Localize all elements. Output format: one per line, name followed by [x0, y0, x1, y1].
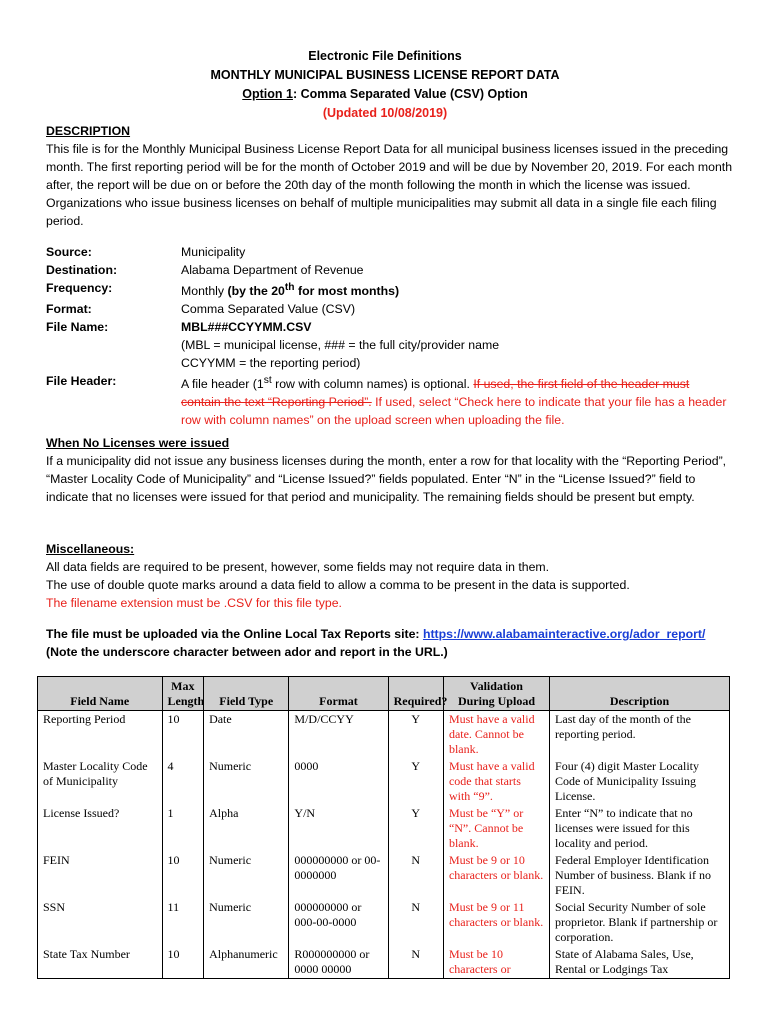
cell-field-name: Reporting Period: [38, 711, 163, 759]
table-row: [38, 758, 730, 805]
cell-required: N: [388, 946, 443, 979]
table-row: [38, 852, 730, 899]
ador-report-link[interactable]: https://www.alabamainteractive.org/ador_report/: [422, 627, 706, 641]
table-row: [38, 946, 730, 979]
fileheader-value: [181, 372, 731, 429]
cell-description: Four (4) digit Master Locality Code of Municipality Issuing License.: [550, 758, 730, 805]
header-validation-a: Validation: [470, 679, 523, 693]
cell-field-name: FEIN: [38, 852, 163, 899]
cell-field-name: License Issued?: [38, 805, 163, 852]
table-row: [38, 711, 730, 759]
cell-required: Y: [388, 711, 443, 759]
frequency-note: [227, 284, 399, 298]
cell-description: Enter “N” to indicate that no licenses were issued for this locality and period.: [550, 805, 730, 852]
description-heading: DESCRIPTION: [46, 124, 131, 138]
cell-field-type: Date: [204, 711, 289, 759]
cell-validation: Must have a valid code that starts with “9”.: [443, 758, 549, 805]
destination-label: Destination:: [46, 263, 118, 277]
upload-line: [46, 625, 736, 643]
header-max-length: [162, 677, 204, 711]
cell-max-length: 10: [162, 711, 204, 759]
no-licenses-heading: When No Licenses were issued: [46, 436, 230, 450]
header-validation: [443, 677, 549, 711]
field-definitions-table: [37, 676, 730, 979]
upload-section: [46, 625, 736, 661]
table-header-row: [38, 677, 730, 711]
cell-field-type: Numeric: [204, 899, 289, 946]
doc-title-line1: Electronic File Definitions: [308, 49, 462, 63]
option-rest: : Comma Separated Value (CSV) Option: [292, 87, 528, 101]
meta-source: [46, 243, 736, 261]
cell-validation: Must be 10 characters or: [443, 946, 549, 979]
cell-field-name: SSN: [38, 899, 163, 946]
cell-format: 000000000 or 00-0000000: [289, 852, 388, 899]
cell-required: Y: [388, 805, 443, 852]
cell-required: Y: [388, 758, 443, 805]
doc-title-line2: MONTHLY MUNICIPAL BUSINESS LICENSE REPORT DATA: [210, 68, 560, 82]
file-meta: [46, 243, 736, 429]
misc-line3: The filename extension must be .CSV for this file type.: [46, 596, 342, 610]
fileheader-struck-text: If used, the first field of the header must contain the text “Reporting Period”.: [181, 377, 690, 410]
title-block: [40, 47, 730, 123]
fileheader-text-a: A file header (1: [181, 377, 264, 392]
cell-format: Y/N: [289, 805, 388, 852]
cell-description: Last day of the month of the reporting period.: [550, 711, 730, 759]
frequency-value: [181, 279, 731, 300]
cell-field-name: Master Locality Code of Municipality: [38, 758, 163, 805]
cell-max-length: 10: [162, 852, 204, 899]
frequency-note-b: for most months): [294, 284, 400, 299]
cell-validation: Must be “Y” or “N”. Cannot be blank.: [443, 805, 549, 852]
cell-max-length: 10: [162, 946, 204, 979]
header-length: Length: [167, 694, 205, 708]
format-label: Format:: [46, 302, 92, 317]
cell-field-name: State Tax Number: [38, 946, 163, 979]
filename-value: MBL###CCYYMM.CSV: [181, 320, 312, 335]
upload-text: The file must be uploaded via the Online Local Tax Reports site:: [46, 627, 423, 641]
fileheader-red-text: If used, select “Check here to indicate that your file has a header row with column names” on the upload screen when uploading the file.: [181, 395, 727, 428]
frequency-label: Frequency:: [46, 281, 113, 295]
misc-heading: Miscellaneous:: [46, 542, 135, 556]
header-format: Format: [289, 677, 388, 711]
cell-format: R000000000 or 0000 00000: [289, 946, 388, 979]
cell-field-type: Numeric: [204, 758, 289, 805]
cell-format: 000000000 or 000-00-0000: [289, 899, 388, 946]
updated-date: (Updated 10/08/2019): [322, 106, 448, 120]
source-label: Source:: [46, 245, 92, 259]
cell-validation: Must have a valid date. Cannot be blank.: [443, 711, 549, 759]
header-required: Required?: [388, 677, 443, 711]
header-max: Max: [171, 679, 195, 693]
upload-note: (Note the underscore character between ador and report in the URL.): [46, 645, 448, 659]
cell-max-length: 4: [162, 758, 204, 805]
misc-line2: The use of double quote marks around a data field to allow a comma to be present in the data is supported.: [46, 578, 630, 592]
fileheader-text-b: row with column names) is optional.: [271, 377, 474, 392]
format-value: Comma Separated Value (CSV): [181, 302, 356, 317]
header-field-type: Field Type: [204, 677, 289, 711]
filename-block: [181, 318, 731, 372]
cell-field-type: Alpha: [204, 805, 289, 852]
table-row: [38, 899, 730, 946]
description-section: [46, 122, 736, 230]
cell-validation: Must be 9 or 11 characters or blank.: [443, 899, 549, 946]
filename-note2: CCYYMM = the reporting period): [181, 356, 361, 371]
cell-field-type: Alphanumeric: [204, 946, 289, 979]
header-field-name: Field Name: [38, 677, 163, 711]
meta-filename: [46, 318, 736, 372]
destination-value: Alabama Department of Revenue: [181, 263, 364, 277]
filename-label: File Name:: [46, 320, 109, 335]
meta-frequency: [46, 279, 736, 300]
table-row: [38, 805, 730, 852]
no-licenses-section: [46, 434, 736, 506]
cell-required: N: [388, 899, 443, 946]
cell-required: N: [388, 852, 443, 899]
frequency-sup: th: [284, 282, 295, 293]
header-description: Description: [550, 677, 730, 711]
header-validation-b: During Upload: [457, 694, 535, 708]
doc-option-line: [40, 85, 730, 104]
fileheader-label: File Header:: [46, 374, 117, 389]
fileheader-sup: st: [263, 375, 272, 387]
cell-description: State of Alabama Sales, Use, Rental or Lodgings Tax: [550, 946, 730, 979]
misc-line1: All data fields are required to be present, however, some fields may not require data in them.: [46, 560, 550, 574]
description-body: This file is for the Monthly Municipal Business License Report Data for all municipal business licenses issued in the preceding month. The first reporting period will be for the month of October 2019 and will be due by November 20, 2019. For each month after, the report will be due on or before the 20th day of the month following the month in which the license was issued. Organizations who issue business licenses on behalf of multiple municipalities may submit all data in a single file each filing period.: [46, 142, 733, 228]
option-label: Option 1: [242, 87, 293, 101]
meta-fileheader: [46, 372, 736, 429]
cell-description: Social Security Number of sole proprietor. Blank if partnership or corporation.: [550, 899, 730, 946]
frequency-text: Monthly: [181, 284, 228, 299]
filename-note1: (MBL = municipal license, ### = the full city/provider name: [181, 338, 500, 353]
no-licenses-body: If a municipality did not issue any business licenses during the month, enter a row for that locality with the “Reporting Period”, “Master Locality Code of Municipality” and “License Issued?” fields populated. Enter “N” in the “License Issued?” field to indicate that no licenses were issued for that period and municipality. The remaining fields should be present but empty.: [46, 454, 727, 504]
cell-max-length: 11: [162, 899, 204, 946]
meta-format: [46, 300, 736, 318]
cell-validation: Must be 9 or 10 characters or blank.: [443, 852, 549, 899]
source-value: Municipality: [181, 245, 246, 259]
frequency-note-a: (by the 20: [227, 284, 285, 299]
misc-section: [46, 540, 736, 612]
cell-format: 0000: [289, 758, 388, 805]
cell-field-type: Numeric: [204, 852, 289, 899]
cell-format: M/D/CCYY: [289, 711, 388, 759]
cell-max-length: 1: [162, 805, 204, 852]
meta-destination: [46, 261, 736, 279]
cell-description: Federal Employer Identification Number of business. Blank if no FEIN.: [550, 852, 730, 899]
